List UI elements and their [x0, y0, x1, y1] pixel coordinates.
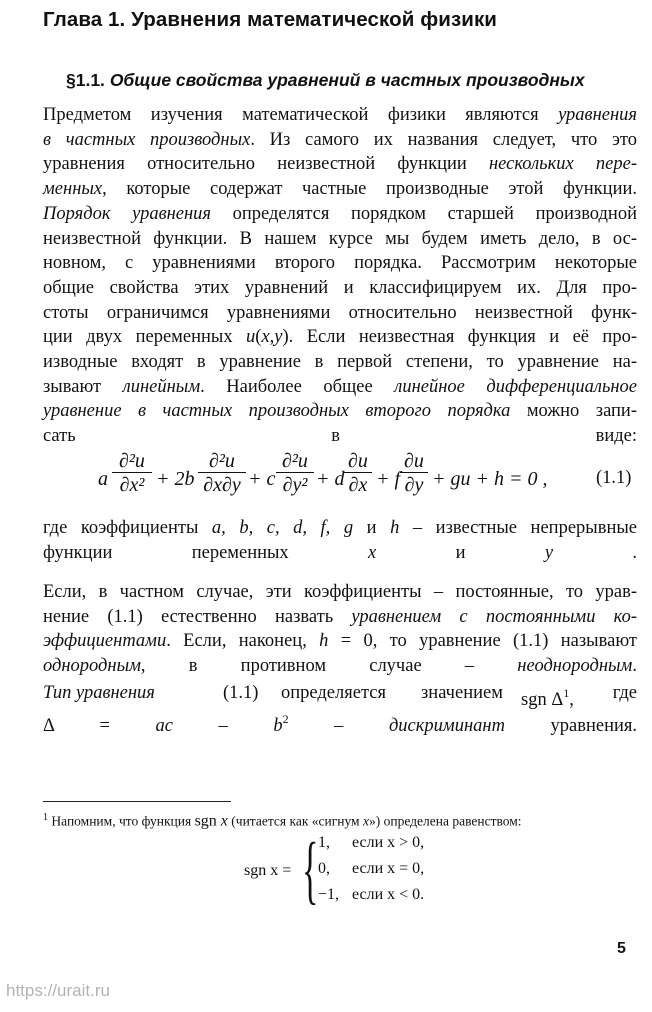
text-line: уравнение в частных производных второго порядка можно запи- — [43, 401, 637, 422]
text-line: общие свойства этих уравнений и классифицируем их. Для про- — [43, 277, 637, 298]
left-brace: { — [302, 828, 319, 912]
sgn-case: −1, если x < 0. — [318, 886, 425, 903]
text-line: изводные входят в уравнение в первой степени, то уравнение на- — [43, 352, 637, 373]
eq-numerator: ∂²u — [119, 450, 145, 472]
text-line: менных, которые содержат частные производные этой функции. — [43, 179, 637, 200]
eq-term: + c — [248, 468, 276, 490]
text-line: Если, в частном случае, эти коэффициенты – постоянные, то урав- — [43, 582, 637, 602]
text-line: Предметом изучения математической физики являются уравнения — [43, 105, 637, 125]
paragraph-coefficients — [43, 516, 637, 565]
text-line: в частных производных. Из самого их названия следует, что это — [43, 129, 637, 150]
section-title: Общие свойства уравнений в частных производных — [109, 70, 585, 90]
text-line: неизвестной функции. В нашем курсе мы будем иметь дело, в ос- — [43, 228, 637, 249]
page-number: 5 — [617, 940, 626, 957]
eq-numerator: ∂u — [404, 450, 424, 472]
eq-fraction — [344, 450, 372, 497]
paragraph-constant-coefficients — [43, 580, 637, 679]
eq-fraction — [112, 450, 152, 497]
eq-numerator: ∂u — [348, 450, 368, 472]
text-line: эффициентами. Если, наконец, h = 0, то уравнение (1.1) называют — [43, 631, 637, 652]
text-line: ции двух переменных u(x,y). Если неизвестная функция и её про- — [43, 327, 637, 348]
text-line: новном, с уравнениями второго порядка. Рассмотрим некоторые — [43, 253, 637, 274]
eq-fraction — [198, 450, 246, 497]
text-line: зывают линейным. Наиболее общее линейное дифференциальное — [43, 376, 638, 397]
text-line: где коэффициенты a, b, c, d, f, g и h – известные непрерывные — [43, 518, 637, 538]
eq-tail: + gu + h = 0 , — [432, 468, 548, 490]
text-line: Тип уравнения (1.1) определяется значением sgn $\Delta^1$, где — [43, 683, 637, 710]
eq-term: + d — [316, 468, 345, 490]
eq-term: + f — [376, 468, 401, 490]
text-line: Порядок уравнения определятся порядком старшей производной — [43, 203, 637, 224]
sgn-lhs: sgn x = — [244, 862, 292, 879]
eq-numerator: ∂²u — [282, 450, 308, 472]
text-line: стоты ограничимся уравнениями относительно неизвестной функ- — [43, 302, 637, 323]
eq-denominator: ∂x² — [119, 474, 145, 496]
text-line: сать в виде: — [43, 426, 637, 447]
footnote-marker: 1 — [43, 812, 48, 823]
text-line: Δ = ac – $b^2$ – дискриминант уравнения. — [43, 712, 638, 736]
eq-denominator: ∂x — [348, 474, 368, 496]
eq-denominator: ∂y — [404, 474, 424, 496]
text-line: однородным, в противном случае – неоднородным. — [43, 656, 637, 677]
sgn-definition — [244, 828, 474, 912]
sgn-case: 1, если x > 0, — [318, 834, 425, 851]
footnote-divider — [43, 801, 231, 802]
paragraph-intro — [43, 103, 637, 449]
paragraph-equation-type — [43, 681, 637, 739]
text-line: уравнения относительно неизвестной функции нескольких пере- — [43, 154, 637, 175]
section-heading — [66, 70, 585, 91]
watermark-url: https://urait.ru — [6, 981, 110, 1000]
equation-number: (1.1) — [596, 468, 632, 488]
footnote: $^1$ Напомним, что функция sgn x (читается как «сигнум x») определена равенством: — [43, 812, 522, 830]
section-number: §1.1. — [66, 70, 105, 90]
eq-fraction — [400, 450, 428, 497]
text-line: нение (1.1) естественно назвать уравнением с постоянными ко- — [43, 606, 638, 627]
eq-term: + 2b — [156, 468, 195, 490]
equation-1-1 — [98, 450, 638, 512]
text-line: функции переменных x и y . — [43, 542, 637, 563]
sgn-case: 0, если x = 0, — [318, 860, 425, 877]
eq-coef-a: a — [98, 468, 108, 490]
eq-numerator: ∂²u — [209, 450, 235, 472]
eq-denominator: ∂x∂y — [203, 474, 241, 496]
eq-fraction — [276, 450, 314, 497]
eq-denominator: ∂y² — [282, 474, 308, 496]
chapter-title: Глава 1. Уравнения математической физики — [43, 8, 498, 31]
